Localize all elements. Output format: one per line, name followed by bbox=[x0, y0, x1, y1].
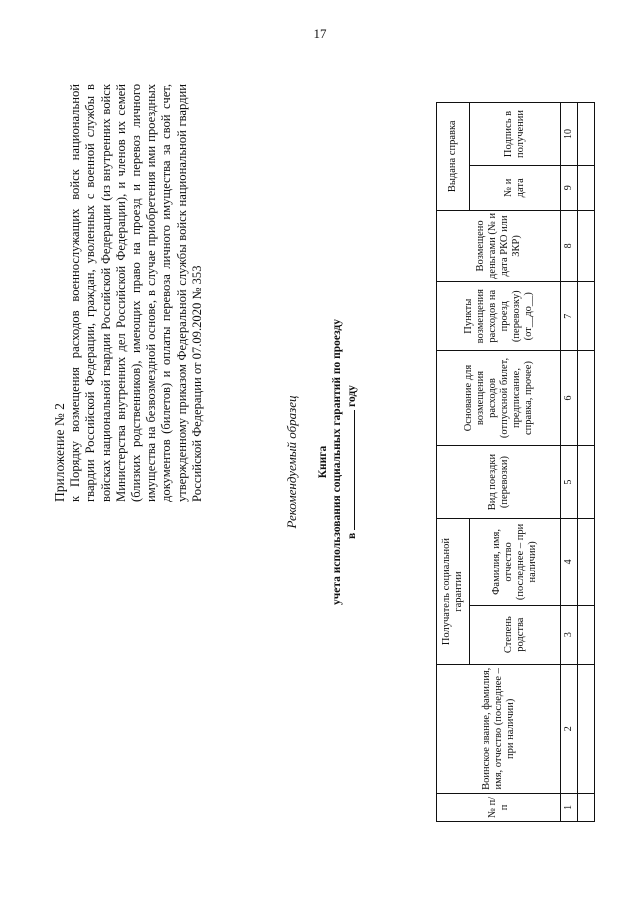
book-title: Книга bbox=[317, 445, 329, 479]
empty-cell bbox=[578, 519, 595, 605]
header-num: № п/п bbox=[437, 793, 561, 821]
column-number: 7 bbox=[561, 282, 578, 351]
table-header-row-1 bbox=[437, 103, 470, 822]
empty-cell bbox=[578, 210, 595, 282]
column-number-row bbox=[561, 103, 578, 822]
column-number: 3 bbox=[561, 605, 578, 664]
empty-cell bbox=[578, 165, 595, 210]
empty-cell bbox=[578, 605, 595, 664]
column-number: 4 bbox=[561, 519, 578, 605]
header-trip-type: Вид поездки (перевозки) bbox=[437, 445, 561, 519]
empty-cell bbox=[578, 445, 595, 519]
header-num-date: № и дата bbox=[470, 165, 561, 210]
header-rank-name: Воинское звание, фамилия, имя, отчество (последнее – при наличии) bbox=[437, 664, 561, 793]
appendix-title: Приложение № 2 bbox=[52, 403, 67, 502]
empty-cell bbox=[578, 282, 595, 351]
header-compensated: Возмещено деньгами (№ и дата РКО или ЗКР) bbox=[437, 210, 561, 282]
header-signature: Подпись в получении bbox=[470, 103, 561, 166]
column-number: 2 bbox=[561, 664, 578, 793]
page-number: 17 bbox=[313, 26, 327, 41]
book-year-suffix: году bbox=[346, 385, 358, 407]
column-number: 10 bbox=[561, 103, 578, 166]
empty-cell bbox=[578, 351, 595, 446]
empty-cell bbox=[578, 664, 595, 793]
book-year-prefix: в bbox=[346, 532, 358, 539]
rotated-page-content bbox=[40, 52, 600, 872]
header-fullname: Фамилия, имя, отчество (последнее – при наличии) bbox=[470, 519, 561, 605]
column-number: 6 bbox=[561, 351, 578, 446]
book-title-block bbox=[316, 182, 359, 742]
header-recipient-group: Получатель социальной гарантии bbox=[437, 519, 470, 664]
table-empty-row bbox=[578, 103, 595, 822]
header-degree: Степень родства bbox=[470, 605, 561, 664]
appendix-block bbox=[52, 84, 205, 502]
header-basis: Основание для возмещения расходов (отпускной билет, предписание, справка, прочее) bbox=[437, 351, 561, 446]
column-number: 9 bbox=[561, 165, 578, 210]
empty-cell bbox=[578, 103, 595, 166]
header-issued-group: Выдана справка bbox=[437, 103, 470, 211]
empty-cell bbox=[578, 793, 595, 821]
column-number: 8 bbox=[561, 210, 578, 282]
book-subtitle: учета использования социальных гарантий по проезду bbox=[331, 319, 343, 605]
sample-label: Рекомендуемый образец bbox=[284, 395, 299, 529]
appendix-body: к Порядку возмещения расходов военнослужащих войск национальной гвардии Российской Федерации, граждан, уволенных с военной службы в войсках национальной гвардии Российской Федерации (из внутренних войск Министерства внутренних дел Российской Федерации), и членов их семей (близких родственников), имеющих право на проезд и перевоз личного имущества на безвозмездной основе, в случае приобретения ими проездных документов (билетов) и оплаты перевоза личного имущества за свой счет, утвержденному приказом Федеральной службы войск национальной гвардии Российской Федерации от 07.09.2020 № 353 bbox=[68, 84, 204, 502]
year-blank-line bbox=[344, 410, 355, 530]
book-year-line bbox=[344, 385, 359, 539]
column-number: 5 bbox=[561, 445, 578, 519]
register-table bbox=[436, 102, 595, 822]
column-number: 1 bbox=[561, 793, 578, 821]
header-points: Пункты возмещения расходов на проезд (перевозку) (от__до__) bbox=[437, 282, 561, 351]
